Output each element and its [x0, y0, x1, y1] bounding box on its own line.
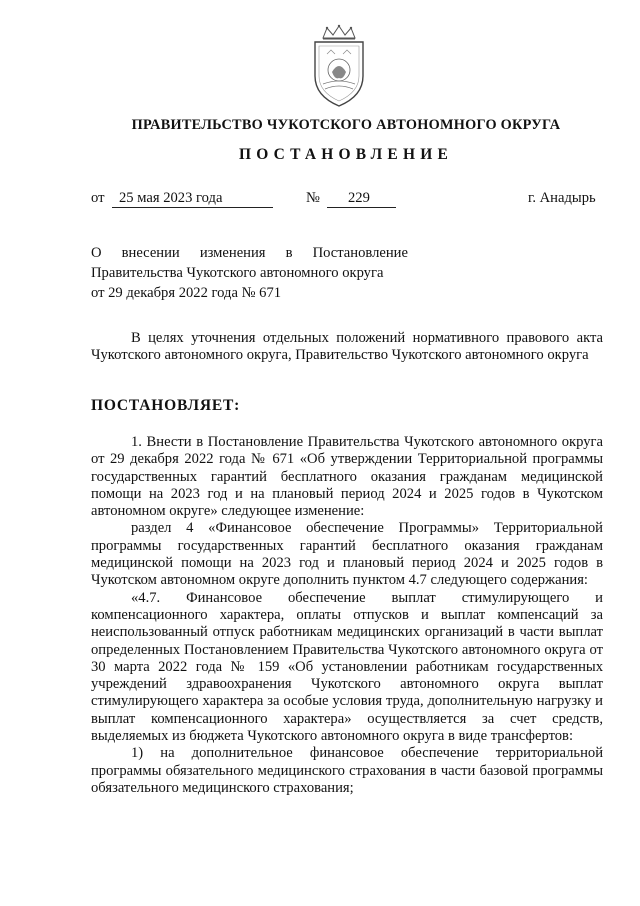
decree-body	[91, 434, 603, 797]
date-underline	[112, 207, 273, 208]
number-underline	[327, 207, 396, 208]
decree-heading: ПОСТАНОВЛЯЕТ:	[91, 397, 241, 414]
subject-line-3: от 29 декабря 2022 года № 671	[91, 285, 282, 301]
number-label: №	[306, 190, 320, 206]
document-type: ПОСТАНОВЛЕНИЕ	[238, 146, 454, 163]
city: г. Анадырь	[528, 190, 596, 206]
document-subject	[91, 243, 408, 303]
paragraph-2: раздел 4 «Финансовое обеспечение Программы» Территориальной программы государственных гарантий бесплатного оказания гражданам медицинской помощи на 2023 год и плановый период 2024 и 2025 годов в Чукотском автономном округе дополнить пунктом 4.7 следующего содержания:	[91, 520, 603, 589]
date-prefix: от	[91, 190, 105, 206]
preamble: В целях уточнения отдельных положений нормативного правового акта Чукотского автономного округа, Правительство Чукотского автономного округа	[91, 330, 603, 364]
subject-line-1: О внесении изменения в Постановление	[91, 245, 408, 261]
subject-line-2: Правительства Чукотского автономного округа	[91, 265, 384, 281]
paragraph-1: 1. Внести в Постановление Правительства Чукотского автономного округа от 29 декабря 2022 года № 671 «Об утверждении Территориальной программы государственных гарантий бесплатного оказания гражданам медицинской помощи на 2023 год и на плановый период 2024 и 2025 годов в Чукотском автономном округе» следующее изменение:	[91, 434, 603, 520]
document-number: 229	[348, 190, 370, 206]
paragraph-4: 1) на дополнительное финансовое обеспечение территориальной программы обязательного медицинского страхования в части базовой программы обязательного медицинского страхования;	[91, 745, 603, 796]
chukotka-coat-of-arms-icon	[299, 24, 379, 110]
document-date: 25 мая 2023 года	[119, 190, 223, 206]
paragraph-3: «4.7. Финансовое обеспечение выплат стимулирующего и компенсационного характера, оплаты отпусков и выплат компенсаций за неиспользованный отпуск работникам медицинских организаций в части выплат определенных Постановлением Правительства Чукотского автономного округа от 30 марта 2022 года № 159 «Об установлении работникам государственных учреждений здравоохранения Чукотского автономного округа выплат стимулирующего характера за особые условия труда, дополнительную нагрузку и выплат компенсационного характера» осуществляется за счет средств, выделяемых из бюджета Чукотского автономного округа в виде трансфертов:	[91, 589, 603, 745]
government-title: ПРАВИТЕЛЬСТВО ЧУКОТСКОГО АВТОНОМНОГО ОКРУГА	[131, 117, 561, 133]
